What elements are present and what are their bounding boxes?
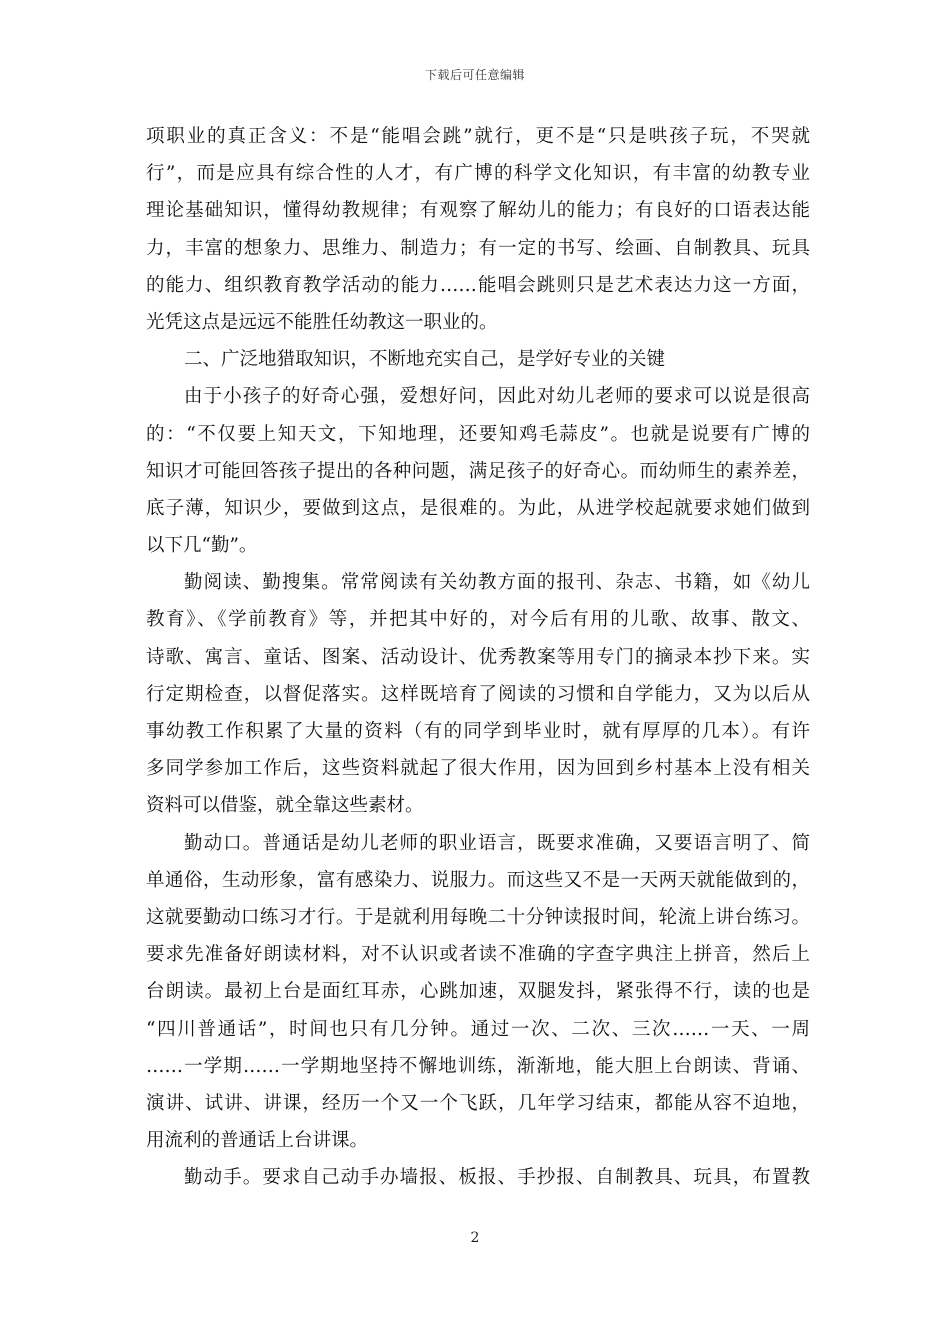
body-text <box>146 118 810 1196</box>
text-line: 多同学参加工作后，这些资料就起了很大作用，因为回到乡村基本上没有相关 <box>146 758 810 780</box>
page-header: 下载后可任意编辑 <box>424 68 525 82</box>
text-line: 行”，而是应具有综合性的人才，有广博的科学文化知识，有丰富的幼教专业 <box>146 163 810 185</box>
text-line: 底子薄，知识少，要做到这点，是很难的。为此，从进学校起就要求她们做到 <box>146 497 810 519</box>
text-line: 要求先准备好朗读材料，对不认识或者读不准确的字查字典注上拼音，然后上 <box>146 944 810 966</box>
text-line: 由于小孩子的好奇心强，爱想好问，因此对幼儿老师的要求可以说是很高 <box>184 386 810 408</box>
text-line: 演讲、试讲、讲课，经历一个又一个飞跃，几年学习结束，都能从容不迫地， <box>146 1092 810 1114</box>
text-line: 勤阅读、勤搜集。常常阅读有关幼教方面的报刊、杂志、书籍，如《幼儿 <box>184 572 810 594</box>
text-line: 勤动手。要求自己动手办墙报、板报、手抄报、自制教具、玩具，布置教 <box>184 1167 810 1189</box>
text-line: 理论基础知识，懂得幼教规律；有观察了解幼儿的能力；有良好的口语表达能 <box>146 200 810 222</box>
text-line: 光凭这点是远远不能胜任幼教这一职业的。 <box>146 311 498 333</box>
text-line: “四川普通话”，时间也只有几分钟。通过一次、二次、三次……一天、一周 <box>146 1018 810 1040</box>
text-line: 力，丰富的想象力、思维力、制造力；有一定的书写、绘画、自制教具、玩具 <box>146 237 810 259</box>
text-line: 事幼教工作积累了大量的资料（有的同学到毕业时，就有厚厚的几本）。有许 <box>146 721 810 742</box>
text-line: 教育》、《学前教育》等，并把其中好的，对今后有用的儿歌、故事、散文、 <box>146 609 810 631</box>
text-line: 单通俗，生动形象，富有感染力、说服力。而这些又不是一天两天就能做到的， <box>146 869 810 891</box>
text-line: 资料可以借鉴，就全靠这些素材。 <box>146 795 424 817</box>
text-line: 勤动口。普通话是幼儿老师的职业语言，既要求准确，又要语言明了、简 <box>184 832 810 854</box>
text-line: 台朗读。最初上台是面红耳赤，心跳加速，双腿发抖，紧张得不行，读的也是 <box>146 981 810 1003</box>
page-number: 2 <box>470 1230 480 1246</box>
text-line: 二、广泛地猎取知识，不断地充实自己，是学好专业的关键 <box>184 349 666 371</box>
text-line: ……一学期……一学期地坚持不懈地训练，渐渐地，能大胆上台朗读、背诵、 <box>146 1055 810 1077</box>
text-line: 项职业的真正含义：不是“能唱会跳”就行，更不是“只是哄孩子玩，不哭就 <box>146 126 810 147</box>
text-line: 的能力、组织教育教学活动的能力……能唱会跳则只是艺术表达力这一方面， <box>146 274 810 296</box>
text-line: 这就要勤动口练习才行。于是就利用每晚二十分钟读报时间，轮流上讲台练习。 <box>146 906 810 928</box>
text-line: 诗歌、寓言、童话、图案、活动设计、优秀教案等用专门的摘录本抄下来。实 <box>146 646 810 668</box>
text-line: 行定期检查，以督促落实。这样既培育了阅读的习惯和自学能力，又为以后从 <box>146 683 810 705</box>
text-line: 用流利的普通话上台讲课。 <box>146 1130 369 1152</box>
text-line: 知识才可能回答孩子提出的各种问题，满足孩子的好奇心。而幼师生的素养差， <box>146 460 810 482</box>
text-line: 的：“不仅要上知天文，下知地理，还要知鸡毛蒜皮”。也就是说要有广博的 <box>146 423 810 445</box>
text-line: 以下几“勤”。 <box>146 535 258 557</box>
